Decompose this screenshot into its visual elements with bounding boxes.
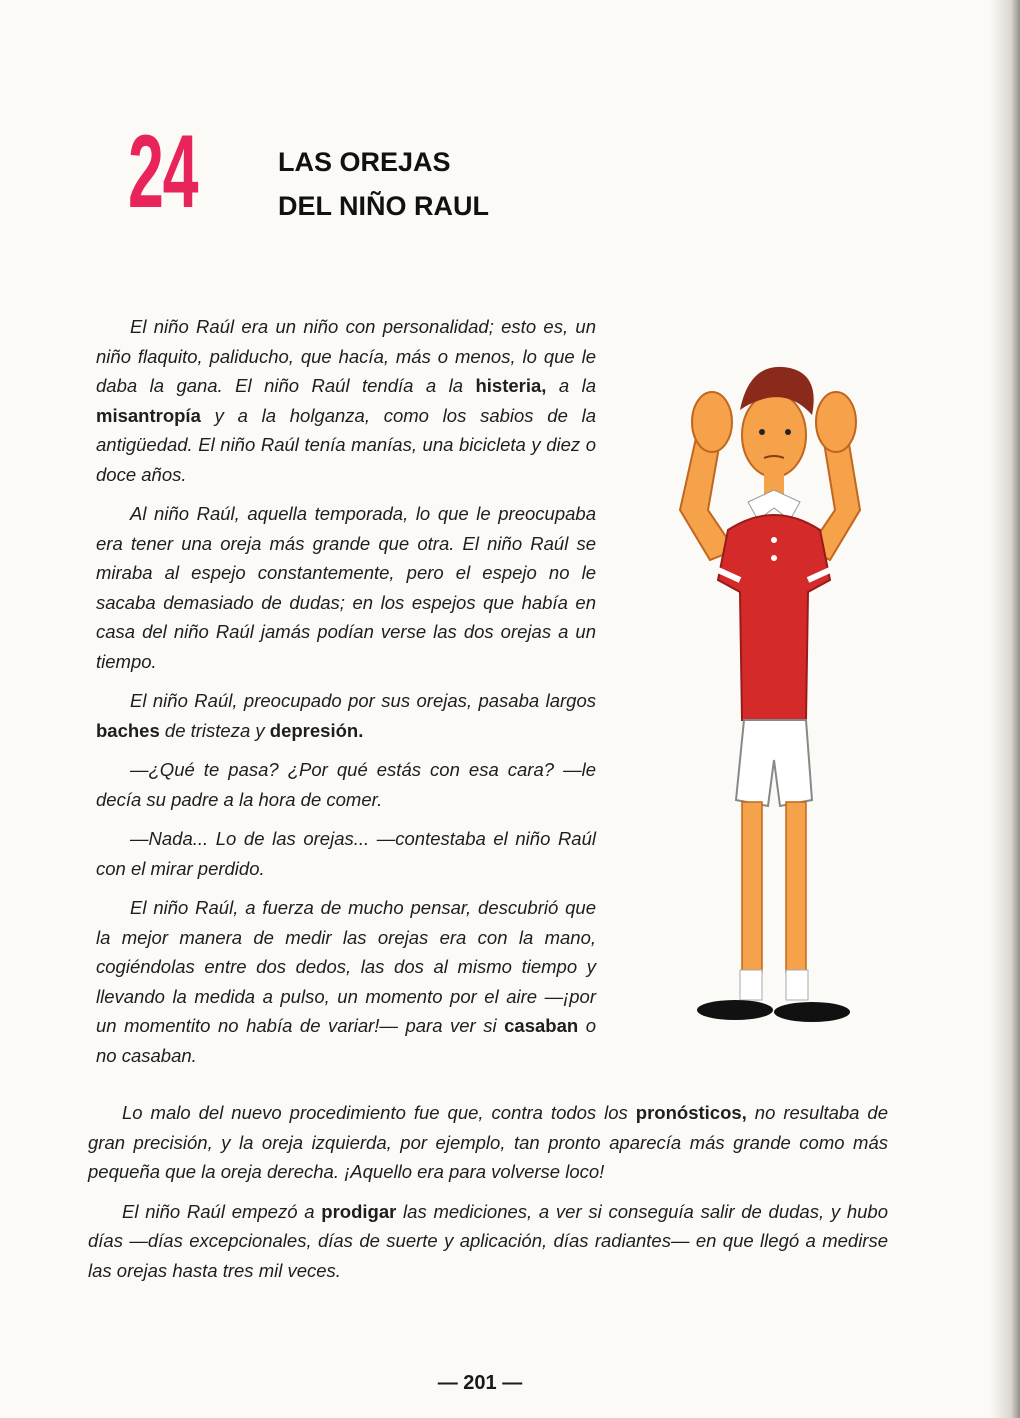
paragraph xyxy=(88,1098,888,1187)
paragraph xyxy=(96,312,596,489)
text-run: las mediciones, a ver si conseguía salir de dudas, y hubo días —días excepcionales, días de suerte y aplicación, días radiantes— en que llegó a medirse las orejas hasta tres mil veces. xyxy=(88,1200,888,1281)
paragraph xyxy=(96,824,596,883)
chapter-number: 24 xyxy=(128,114,198,230)
text-run: de tristeza y xyxy=(159,719,270,741)
text-run: y a la holganza, como los sabios de la antigüedad. El niño Raúl tenía manías, una bicicleta y diez o doce años. xyxy=(96,404,596,485)
text-run: —Nada... Lo de las orejas... —contestaba el niño Raúl con el mirar perdido. xyxy=(96,828,596,879)
text-run: El niño Raúl era un niño con personalidad; esto es, un niño flaquito, paliducho, que hacía, más o menos, lo que le daba la gana. El niño Raúl tendía a la xyxy=(96,316,596,396)
text-run: El niño Raúl, preocupado por sus orejas, pasaba largos xyxy=(130,690,596,711)
text-run: a la xyxy=(546,375,597,396)
bold-term: pronósticos, xyxy=(635,1102,747,1123)
bold-term: baches xyxy=(96,719,160,741)
text-run: El niño Raúl empezó a xyxy=(122,1200,322,1222)
text-run: o no casaban. xyxy=(96,1015,597,1066)
chapter-title-line-2: DEL NIÑO RAUL xyxy=(278,191,490,221)
story-column-full xyxy=(88,1098,888,1295)
story-column-left xyxy=(96,312,596,1080)
paragraph xyxy=(96,499,596,676)
paragraph xyxy=(96,755,596,814)
text-run: Lo malo del nuevo procedimiento fue que, contra todos los xyxy=(122,1102,636,1123)
bold-term: casaban xyxy=(504,1015,579,1036)
text-run: —¿Qué te pasa? ¿Por qué estás con esa cara? —le decía su padre a la hora de comer. xyxy=(96,759,596,810)
bold-term: histeria, xyxy=(475,375,547,396)
paragraph xyxy=(88,1197,888,1286)
chapter-title-line-1: LAS OREJAS xyxy=(278,147,451,177)
bold-term: misantropía xyxy=(96,404,201,426)
paragraph xyxy=(96,686,596,745)
boy-measuring-ears-illustration xyxy=(640,330,900,1050)
text-run: no resultaba de gran precisión, y la oreja izquierda, por ejemplo, tan pronto aparecía más grande como más pequeña que la oreja derecha. ¡Aquello era para volverse loco! xyxy=(88,1102,889,1182)
text-run: El niño Raúl, a fuerza de mucho pensar, descubrió que la mejor manera de medir las orejas era con la mano, cogiéndolas entre dos dedos, las dos al mismo tiempo y llevando la medida a pulso, un momento por el aire —¡por un momentito no había de variar!— para ver si xyxy=(96,897,596,1036)
bold-term: depresión. xyxy=(269,719,364,741)
page-edge-shadow xyxy=(990,0,1020,1418)
paragraph xyxy=(96,893,596,1070)
page-number: — 201 — xyxy=(437,1372,523,1394)
bold-term: prodigar xyxy=(321,1200,397,1222)
chapter-title xyxy=(278,140,489,228)
text-run: Al niño Raúl, aquella temporada, lo que le preocupaba era tener una oreja más grande que otra. El niño Raúl se miraba al espejo constantemente, pero el espejo no le sacaba demasiado de dudas; en los espejos que había en casa del niño Raúl jamás podían verse las dos orejas a un tiempo. xyxy=(96,503,596,672)
